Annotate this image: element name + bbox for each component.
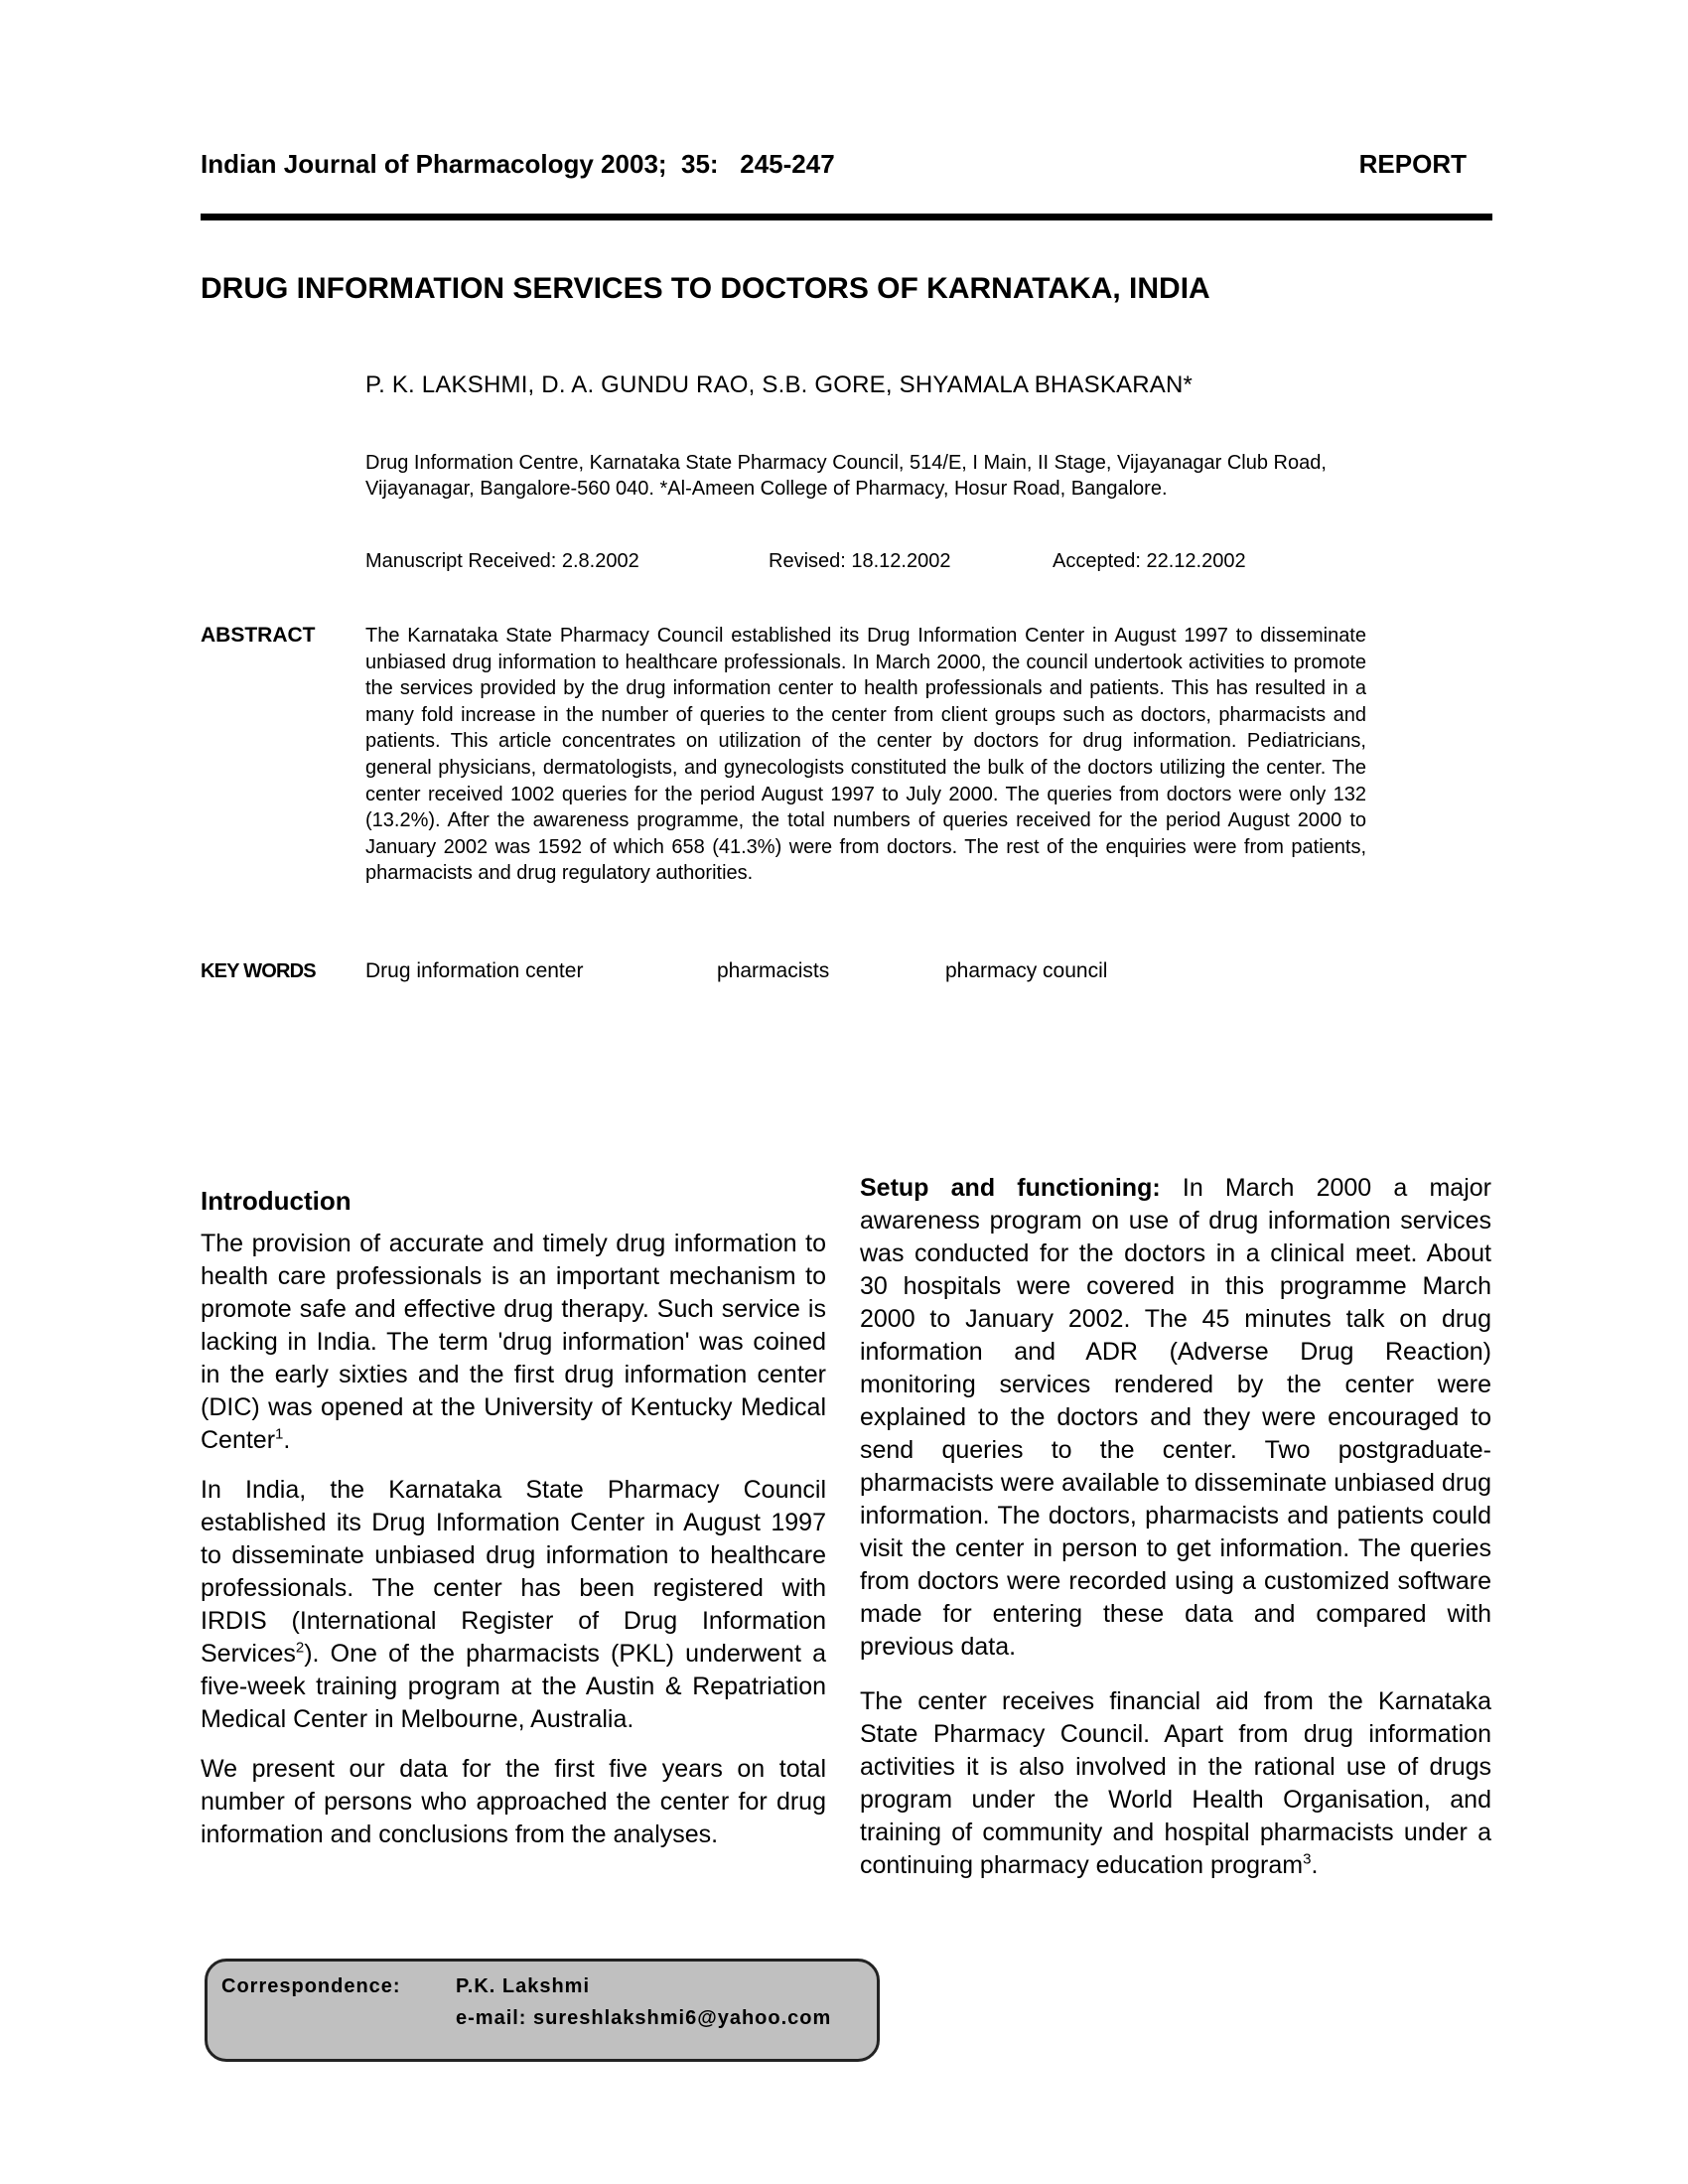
section-heading-introduction: Introduction: [201, 1186, 352, 1216]
body-column-right: [860, 1172, 1491, 1899]
header-rule: [201, 214, 1492, 220]
reference-marker: 3: [1303, 1850, 1312, 1868]
paragraph: In India, the Karnataka State Pharmacy Council established its Drug Information Center in August 1997 to disseminate unbiased drug information to healthcare professionals. The center has been registered with IRDIS (International Register of Drug Information Services$^2$). One of the pharmacists (PKL) underwent a five-week training program at the Austin & Repatriation Medical Center in Melbourne, Australia.: [201, 1476, 826, 1733]
accepted-date: Accepted: 22.12.2002: [1053, 550, 1246, 572]
affiliation-line: Drug Information Centre, Karnataka State Pharmacy Council, 514/E, I Main, II Stage, Vijayanagar Club Road,: [365, 452, 1327, 474]
paragraph: The provision of accurate and timely drug information to health care professionals is an important mechanism to promote safe and effective drug therapy. Such service is lacking in India. The term 'drug information' was coined in the early sixties and the first drug information center (DIC) was opened at the University of Kentucky Medical Center$^1$.: [201, 1230, 826, 1454]
article-type: REPORT: [1358, 149, 1467, 179]
article-title: DRUG INFORMATION SERVICES TO DOCTORS OF KARNATAKA, INDIA: [201, 272, 1210, 305]
affiliation: [365, 450, 1458, 502]
keyword: pharmacists: [717, 959, 830, 982]
manuscript-dates: [365, 550, 1458, 576]
reference-marker: 1: [275, 1425, 284, 1443]
section-heading-setup: Setup and functioning:: [860, 1174, 1161, 1202]
paragraph: The center receives financial aid from the Karnataka State Pharmacy Council. Apart from drug information activities it is also involved in the rational use of drugs program under the World Health Organisation, and training of community and hospital pharmacists under a continuing pharmacy education program$^3$.: [860, 1687, 1491, 1879]
keywords-label: KEY WORDS: [201, 960, 316, 982]
journal-citation: Indian Journal of Pharmacology 2003; 35: 245-247: [201, 149, 835, 179]
received-date: Manuscript Received: 2.8.2002: [365, 550, 639, 572]
body-column-left: [201, 1184, 826, 1868]
correspondence-box: [205, 1959, 880, 2062]
correspondence-email[interactable]: e-mail: sureshlakshmi6@yahoo.com: [456, 2007, 832, 2029]
correspondence-name: P.K. Lakshmi: [456, 1975, 591, 1997]
paragraph: We present our data for the first five years on total number of persons who approached the center for drug information and conclusions from the analyses.: [201, 1755, 826, 1848]
running-head: [201, 149, 1491, 183]
correspondence-label: Correspondence:: [221, 1975, 401, 1997]
affiliation-line: Vijayanagar, Bangalore-560 040. *Al-Ameen College of Pharmacy, Hosur Road, Bangalore.: [365, 478, 1168, 500]
abstract-text: The Karnataka State Pharmacy Council established its Drug Information Center in August 1997 to disseminate unbiased drug information to healthcare professionals. In March 2000, the council undertook activities to promote the services provided by the drug information center to health professionals and patients. This has resulted in a many fold increase in the number of queries to the center from client groups such as doctors, pharmacists and patients. This article concentrates on utilization of the center by doctors for drug information. Pediatricians, general physicians, dermatologists, and gynecologists constituted the bulk of the doctors utilizing the center. The center received 1002 queries for the period August 1997 to July 2000. The queries from doctors were only 132 (13.2%). After the awareness programme, the total numbers of queries received for the period August 2000 to January 2002 was 1592 of which 658 (41.3%) were from doctors. The rest of the enquiries were from patients, pharmacists and drug regulatory authorities.: [365, 625, 1366, 885]
keyword: Drug information center: [365, 959, 584, 982]
keyword: pharmacy council: [945, 959, 1108, 982]
paragraph: Setup and functioning: In March 2000 a major awareness program on use of drug information services was conducted for the doctors in a clinical meet. About 30 hospitals were covered in this programme March 2000 to January 2002. The 45 minutes talk on drug information and ADR (Adverse Drug Reaction) monitoring services rendered by the center were explained to the doctors and they were encouraged to send queries to the center. Two postgraduate-pharmacists were available to disseminate unbiased drug information. The doctors, pharmacists and patients could visit the center in person to get information. The queries from doctors were recorded using a customized software made for entering these data and compared with previous data.: [860, 1174, 1491, 1661]
abstract-label: ABSTRACT: [201, 624, 316, 647]
revised-date: Revised: 18.12.2002: [769, 550, 951, 572]
author-list: P. K. LAKSHMI, D. A. GUNDU RAO, S.B. GORE, SHYAMALA BHASKARAN*: [365, 371, 1194, 398]
reference-marker: 2: [295, 1639, 305, 1657]
